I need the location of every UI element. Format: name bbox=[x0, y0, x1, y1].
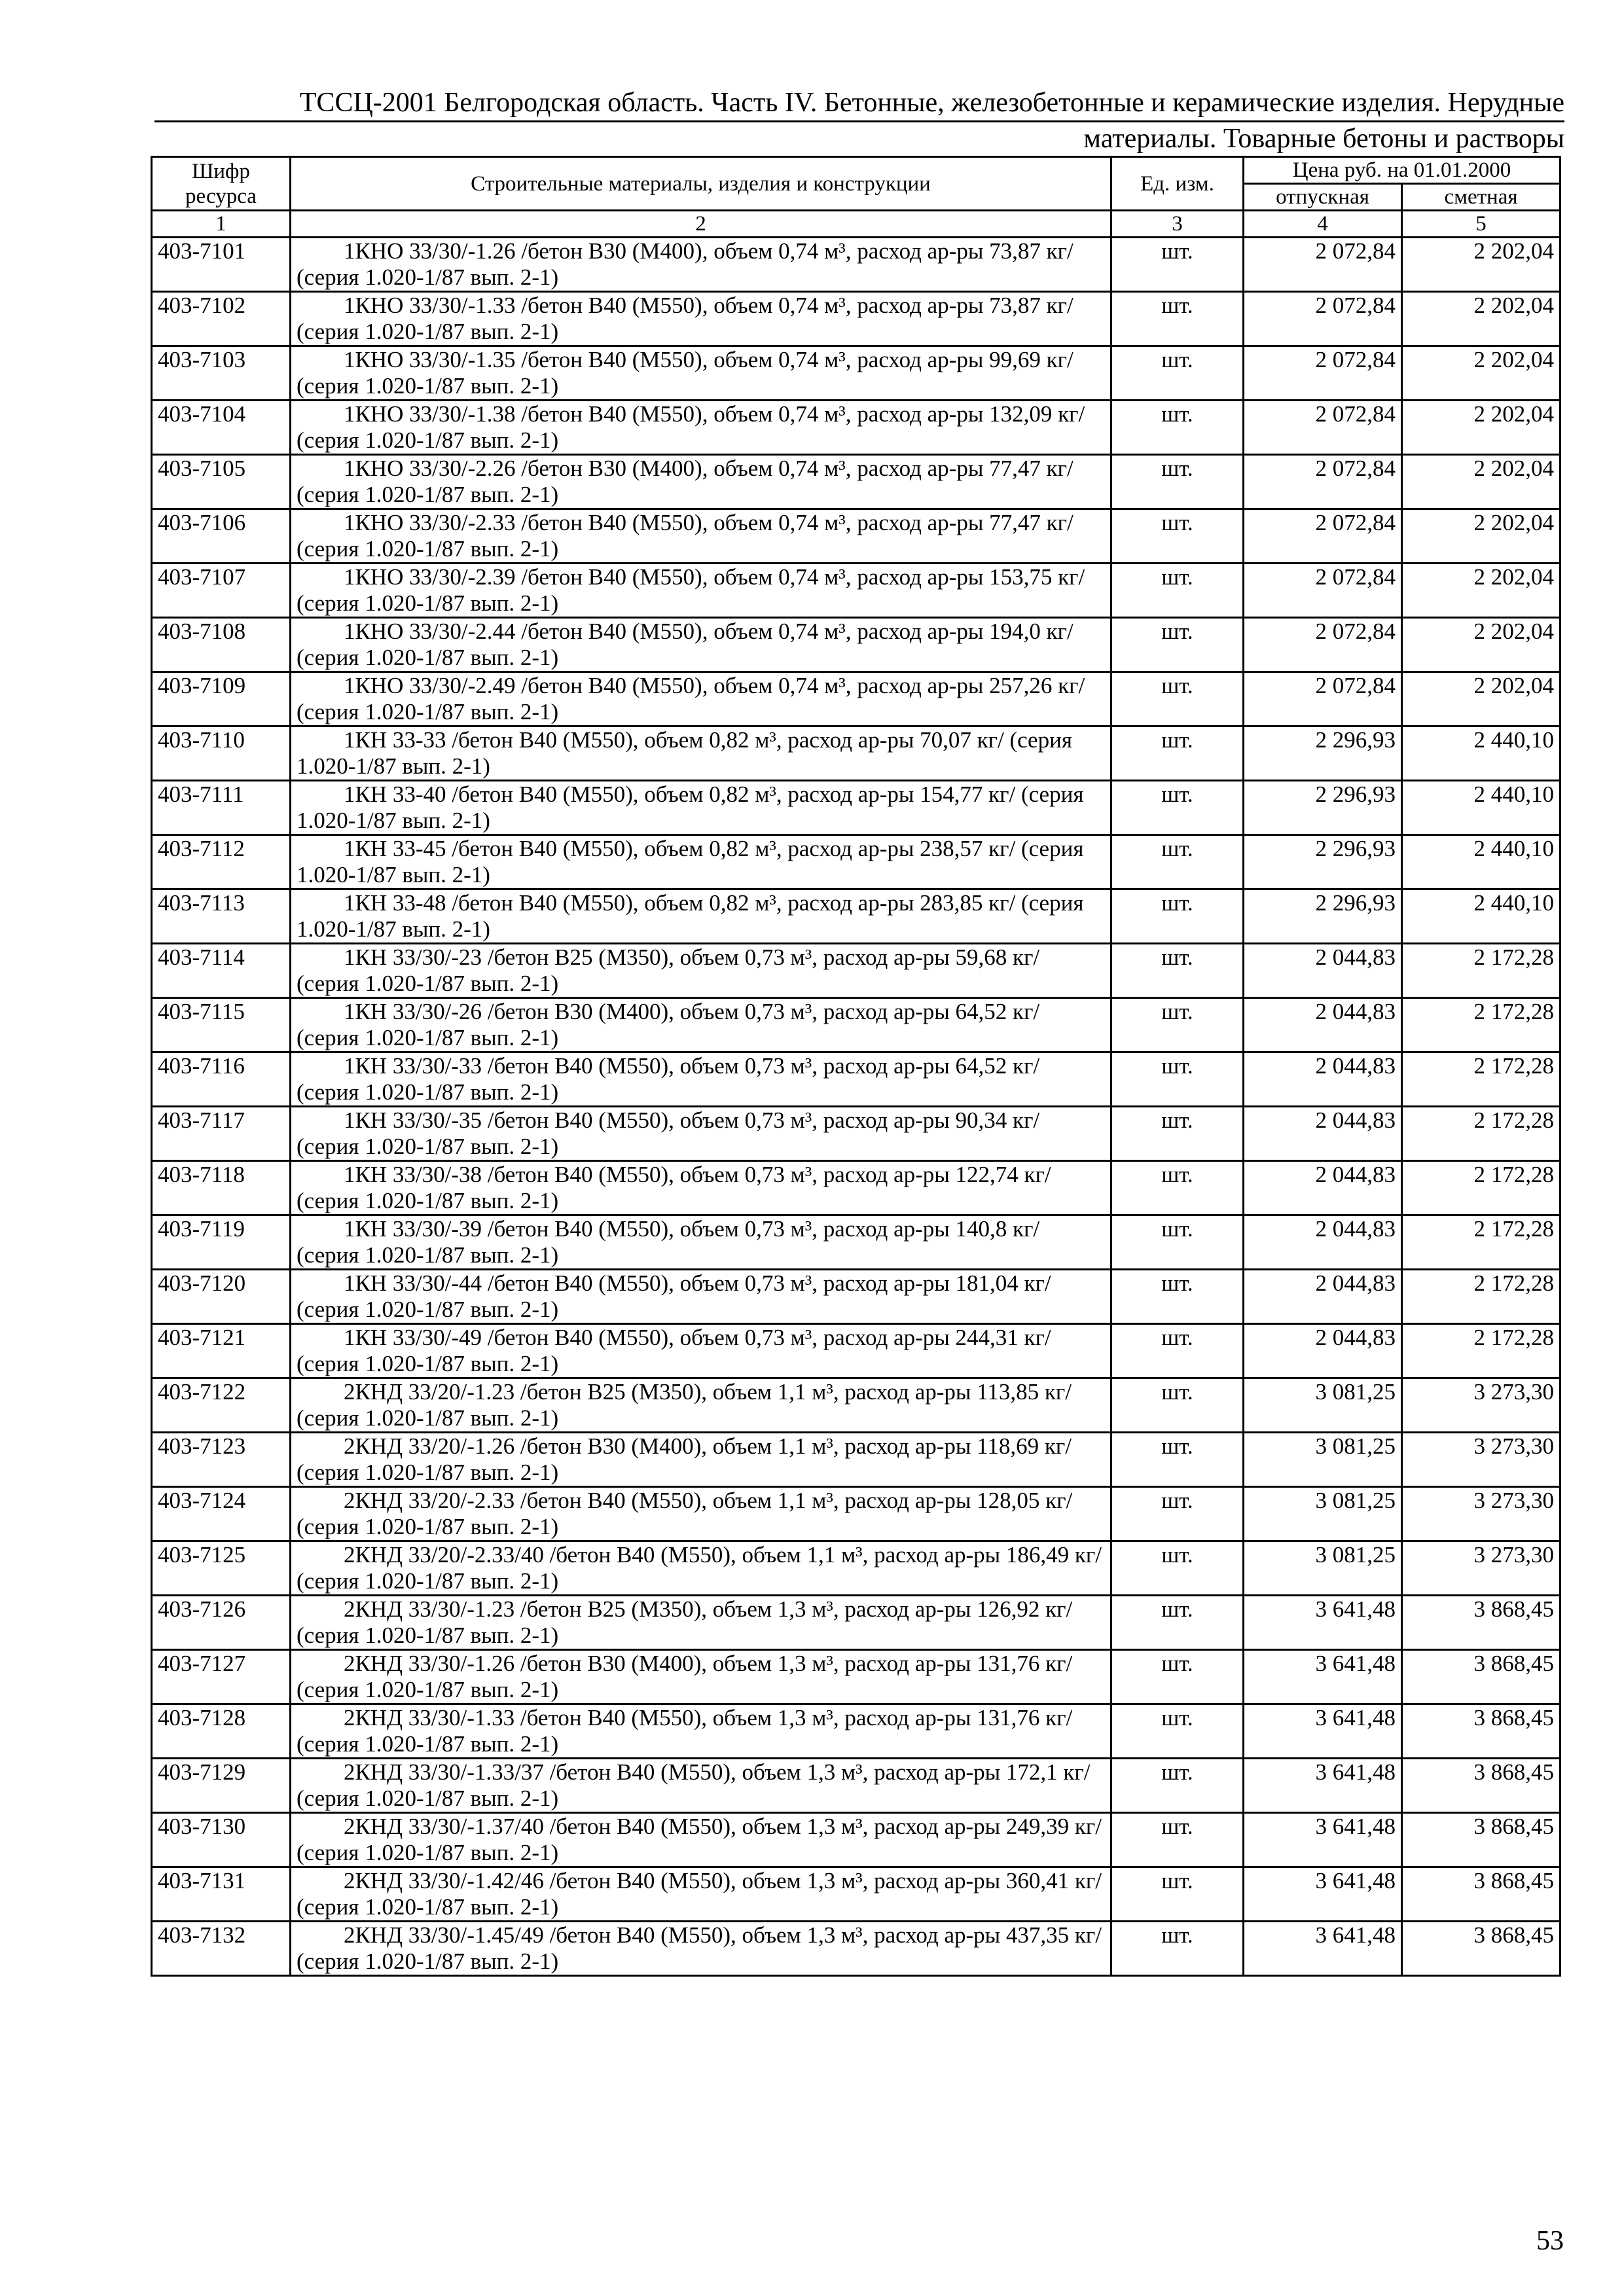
table-row bbox=[152, 998, 1561, 1052]
unit-of-measure: шт. bbox=[1111, 672, 1244, 726]
resource-code: 403-7130 bbox=[152, 1813, 291, 1867]
header-code: Шифр ресурса bbox=[152, 157, 291, 211]
resource-code: 403-7105 bbox=[152, 455, 291, 509]
resource-code: 403-7109 bbox=[152, 672, 291, 726]
release-price: 3 641,48 bbox=[1244, 1704, 1402, 1759]
release-price: 3 641,48 bbox=[1244, 1650, 1402, 1704]
resource-code: 403-7110 bbox=[152, 726, 291, 781]
resource-code: 403-7125 bbox=[152, 1541, 291, 1596]
estimate-price: 2 440,10 bbox=[1402, 835, 1561, 889]
material-description bbox=[291, 944, 1111, 998]
material-description-text: 1КН 33-40 /бетон В40 (М550), объем 0,82 м³, расход ар-ры 154,77 кг/ (серия 1.020-1/87 вып. 2-1) bbox=[297, 781, 1084, 833]
material-description-text: 1КНО 33/30/-2.26 /бетон В30 (М400), объем 0,74 м³, расход ар-ры 77,47 кг/ (серия 1.020-1/87 вып. 2-1) bbox=[297, 456, 1074, 507]
unit-of-measure: шт. bbox=[1111, 781, 1244, 835]
unit-of-measure: шт. bbox=[1111, 238, 1244, 292]
material-description bbox=[291, 401, 1111, 455]
estimate-price: 3 273,30 bbox=[1402, 1487, 1561, 1541]
unit-of-measure: шт. bbox=[1111, 346, 1244, 401]
page-header bbox=[154, 86, 1564, 155]
material-description bbox=[291, 292, 1111, 346]
release-price: 2 072,84 bbox=[1244, 509, 1402, 564]
release-price: 2 044,83 bbox=[1244, 1270, 1402, 1324]
material-description-text: 2КНД 33/30/-1.42/46 /бетон В40 (М550), объем 1,3 м³, расход ар-ры 360,41 кг/ (серия 1.020-1/87 вып. 2-1) bbox=[297, 1868, 1102, 1920]
table-row bbox=[152, 781, 1561, 835]
material-description bbox=[291, 1704, 1111, 1759]
resource-code: 403-7106 bbox=[152, 509, 291, 564]
material-description-text: 1КН 33/30/-44 /бетон В40 (М550), объем 0,73 м³, расход ар-ры 181,04 кг/ (серия 1.020-1/87 вып. 2-1) bbox=[297, 1270, 1051, 1322]
estimate-price: 2 440,10 bbox=[1402, 889, 1561, 944]
material-description-text: 1КН 33/30/-26 /бетон В30 (М400), объем 0,73 м³, расход ар-ры 64,52 кг/ (серия 1.020-1/87 вып. 2-1) bbox=[297, 999, 1040, 1050]
table-row bbox=[152, 292, 1561, 346]
resource-code: 403-7107 bbox=[152, 564, 291, 618]
release-price: 2 072,84 bbox=[1244, 455, 1402, 509]
release-price: 2 044,83 bbox=[1244, 944, 1402, 998]
material-description-text: 1КН 33/30/-33 /бетон В40 (М550), объем 0,73 м³, расход ар-ры 64,52 кг/ (серия 1.020-1/87 вып. 2-1) bbox=[297, 1053, 1040, 1105]
material-description-text: 1КНО 33/30/-1.35 /бетон В40 (М550), объем 0,74 м³, расход ар-ры 99,69 кг/ (серия 1.020-1/87 вып. 2-1) bbox=[297, 347, 1074, 399]
resource-code: 403-7111 bbox=[152, 781, 291, 835]
release-price: 2 072,84 bbox=[1244, 618, 1402, 672]
material-description bbox=[291, 1813, 1111, 1867]
release-price: 2 044,83 bbox=[1244, 1052, 1402, 1107]
estimate-price: 2 172,28 bbox=[1402, 1324, 1561, 1378]
material-description-text: 1КН 33/30/-49 /бетон В40 (М550), объем 0,73 м³, расход ар-ры 244,31 кг/ (серия 1.020-1/87 вып. 2-1) bbox=[297, 1325, 1051, 1376]
material-description bbox=[291, 618, 1111, 672]
release-price: 3 641,48 bbox=[1244, 1759, 1402, 1813]
table-row bbox=[152, 1704, 1561, 1759]
estimate-price: 3 273,30 bbox=[1402, 1433, 1561, 1487]
table-row bbox=[152, 238, 1561, 292]
estimate-price: 2 172,28 bbox=[1402, 1107, 1561, 1161]
estimate-price: 3 868,45 bbox=[1402, 1650, 1561, 1704]
resource-code: 403-7108 bbox=[152, 618, 291, 672]
column-number: 4 bbox=[1244, 211, 1402, 238]
material-description bbox=[291, 835, 1111, 889]
material-description bbox=[291, 672, 1111, 726]
unit-of-measure: шт. bbox=[1111, 1704, 1244, 1759]
material-description-text: 1КНО 33/30/-1.26 /бетон В30 (М400), объем 0,74 м³, расход ар-ры 73,87 кг/ (серия 1.020-1/87 вып. 2-1) bbox=[297, 238, 1074, 290]
release-price: 2 072,84 bbox=[1244, 292, 1402, 346]
header-unit: Ед. изм. bbox=[1111, 157, 1244, 211]
resource-code: 403-7103 bbox=[152, 346, 291, 401]
estimate-price: 2 172,28 bbox=[1402, 998, 1561, 1052]
table-row bbox=[152, 618, 1561, 672]
release-price: 2 044,83 bbox=[1244, 1215, 1402, 1270]
unit-of-measure: шт. bbox=[1111, 455, 1244, 509]
unit-of-measure: шт. bbox=[1111, 1922, 1244, 1976]
unit-of-measure: шт. bbox=[1111, 1596, 1244, 1650]
column-number: 1 bbox=[152, 211, 291, 238]
table-row bbox=[152, 1270, 1561, 1324]
material-description-text: 2КНД 33/30/-1.33 /бетон В40 (М550), объем 1,3 м³, расход ар-ры 131,76 кг/ (серия 1.020-1/87 вып. 2-1) bbox=[297, 1705, 1073, 1757]
release-price: 2 044,83 bbox=[1244, 1107, 1402, 1161]
resource-code: 403-7116 bbox=[152, 1052, 291, 1107]
unit-of-measure: шт. bbox=[1111, 889, 1244, 944]
material-description bbox=[291, 1433, 1111, 1487]
resource-code: 403-7104 bbox=[152, 401, 291, 455]
material-description bbox=[291, 1650, 1111, 1704]
table-row bbox=[152, 889, 1561, 944]
release-price: 2 296,93 bbox=[1244, 835, 1402, 889]
release-price: 2 072,84 bbox=[1244, 401, 1402, 455]
table-row bbox=[152, 944, 1561, 998]
table-row bbox=[152, 1107, 1561, 1161]
material-description-text: 2КНД 33/30/-1.45/49 /бетон В40 (М550), объем 1,3 м³, расход ар-ры 437,35 кг/ (серия 1.020-1/87 вып. 2-1) bbox=[297, 1922, 1102, 1974]
release-price: 2 296,93 bbox=[1244, 781, 1402, 835]
material-description bbox=[291, 1215, 1111, 1270]
resource-code: 403-7112 bbox=[152, 835, 291, 889]
release-price: 2 072,84 bbox=[1244, 564, 1402, 618]
resource-code: 403-7118 bbox=[152, 1161, 291, 1215]
release-price: 2 072,84 bbox=[1244, 238, 1402, 292]
table-row bbox=[152, 401, 1561, 455]
material-description bbox=[291, 346, 1111, 401]
table-row bbox=[152, 672, 1561, 726]
material-description-text: 2КНД 33/30/-1.37/40 /бетон В40 (М550), объем 1,3 м³, расход ар-ры 249,39 кг/ (серия 1.020-1/87 вып. 2-1) bbox=[297, 1814, 1102, 1865]
column-number: 2 bbox=[291, 211, 1111, 238]
header-estimate: сметная bbox=[1402, 184, 1561, 211]
estimate-price: 2 172,28 bbox=[1402, 944, 1561, 998]
estimate-price: 3 868,45 bbox=[1402, 1596, 1561, 1650]
estimate-price: 2 172,28 bbox=[1402, 1215, 1561, 1270]
material-description bbox=[291, 1161, 1111, 1215]
table-row bbox=[152, 346, 1561, 401]
table-row bbox=[152, 1161, 1561, 1215]
material-description-text: 1КН 33-48 /бетон В40 (М550), объем 0,82 м³, расход ар-ры 283,85 кг/ (серия 1.020-1/87 вып. 2-1) bbox=[297, 890, 1084, 942]
material-description bbox=[291, 1867, 1111, 1922]
unit-of-measure: шт. bbox=[1111, 1052, 1244, 1107]
material-description bbox=[291, 1270, 1111, 1324]
material-description bbox=[291, 889, 1111, 944]
resource-code: 403-7101 bbox=[152, 238, 291, 292]
estimate-price: 3 868,45 bbox=[1402, 1759, 1561, 1813]
release-price: 2 044,83 bbox=[1244, 1161, 1402, 1215]
column-number: 5 bbox=[1402, 211, 1561, 238]
unit-of-measure: шт. bbox=[1111, 292, 1244, 346]
unit-of-measure: шт. bbox=[1111, 1759, 1244, 1813]
material-description bbox=[291, 1487, 1111, 1541]
estimate-price: 3 868,45 bbox=[1402, 1922, 1561, 1976]
table-row bbox=[152, 509, 1561, 564]
estimate-price: 3 273,30 bbox=[1402, 1541, 1561, 1596]
table-row bbox=[152, 1378, 1561, 1433]
header-title-line-2: материалы. Товарные бетоны и растворы bbox=[1083, 124, 1564, 154]
resource-code: 403-7114 bbox=[152, 944, 291, 998]
resource-code: 403-7117 bbox=[152, 1107, 291, 1161]
table-row bbox=[152, 1324, 1561, 1378]
column-numbers-row bbox=[152, 211, 1561, 238]
estimate-price: 2 202,04 bbox=[1402, 618, 1561, 672]
table-row bbox=[152, 1052, 1561, 1107]
header-title-line-1: ТССЦ-2001 Белгородская область. Часть IV. Бетонные, железобетонные и керамические изделия. Нерудные bbox=[154, 86, 1564, 122]
table-row bbox=[152, 1867, 1561, 1922]
release-price: 3 641,48 bbox=[1244, 1813, 1402, 1867]
resource-code: 403-7119 bbox=[152, 1215, 291, 1270]
unit-of-measure: шт. bbox=[1111, 401, 1244, 455]
release-price: 3 081,25 bbox=[1244, 1433, 1402, 1487]
material-description-text: 2КНД 33/30/-1.26 /бетон В30 (М400), объем 1,3 м³, расход ар-ры 131,76 кг/ (серия 1.020-1/87 вып. 2-1) bbox=[297, 1651, 1073, 1702]
table-body bbox=[152, 238, 1561, 1976]
resource-code: 403-7113 bbox=[152, 889, 291, 944]
material-description-text: 1КН 33-33 /бетон В40 (М550), объем 0,82 м³, расход ар-ры 70,07 кг/ (серия 1.020-1/87 вып. 2-1) bbox=[297, 727, 1072, 779]
unit-of-measure: шт. bbox=[1111, 1107, 1244, 1161]
material-description-text: 2КНД 33/30/-1.33/37 /бетон В40 (М550), объем 1,3 м³, расход ар-ры 172,1 кг/ (серия 1.020-1/87 вып. 2-1) bbox=[297, 1759, 1091, 1811]
unit-of-measure: шт. bbox=[1111, 1650, 1244, 1704]
release-price: 2 044,83 bbox=[1244, 998, 1402, 1052]
resource-code: 403-7120 bbox=[152, 1270, 291, 1324]
unit-of-measure: шт. bbox=[1111, 1487, 1244, 1541]
resource-code: 403-7123 bbox=[152, 1433, 291, 1487]
material-description bbox=[291, 998, 1111, 1052]
table-row bbox=[152, 1650, 1561, 1704]
estimate-price: 3 868,45 bbox=[1402, 1704, 1561, 1759]
material-description-text: 1КНО 33/30/-2.33 /бетон В40 (М550), объем 0,74 м³, расход ар-ры 77,47 кг/ (серия 1.020-1/87 вып. 2-1) bbox=[297, 510, 1074, 562]
material-description-text: 1КНО 33/30/-1.38 /бетон В40 (М550), объем 0,74 м³, расход ар-ры 132,09 кг/ (серия 1.020-1/87 вып. 2-1) bbox=[297, 401, 1085, 453]
page-number: 53 bbox=[1536, 2226, 1564, 2256]
resource-code: 403-7122 bbox=[152, 1378, 291, 1433]
unit-of-measure: шт. bbox=[1111, 1541, 1244, 1596]
material-description bbox=[291, 564, 1111, 618]
estimate-price: 2 202,04 bbox=[1402, 346, 1561, 401]
unit-of-measure: шт. bbox=[1111, 1378, 1244, 1433]
table-row bbox=[152, 1215, 1561, 1270]
estimate-price: 2 202,04 bbox=[1402, 509, 1561, 564]
material-description bbox=[291, 238, 1111, 292]
resource-code: 403-7132 bbox=[152, 1922, 291, 1976]
table-row bbox=[152, 455, 1561, 509]
material-description-text: 1КН 33-45 /бетон В40 (М550), объем 0,82 м³, расход ар-ры 238,57 кг/ (серия 1.020-1/87 вып. 2-1) bbox=[297, 836, 1084, 888]
table-row bbox=[152, 835, 1561, 889]
resource-code: 403-7124 bbox=[152, 1487, 291, 1541]
price-table bbox=[151, 156, 1561, 1977]
estimate-price: 3 868,45 bbox=[1402, 1813, 1561, 1867]
estimate-price: 2 202,04 bbox=[1402, 564, 1561, 618]
material-description bbox=[291, 1596, 1111, 1650]
header-price-group: Цена руб. на 01.01.2000 bbox=[1244, 157, 1561, 184]
estimate-price: 2 202,04 bbox=[1402, 401, 1561, 455]
table-row bbox=[152, 1759, 1561, 1813]
estimate-price: 2 172,28 bbox=[1402, 1270, 1561, 1324]
table-row bbox=[152, 1433, 1561, 1487]
resource-code: 403-7102 bbox=[152, 292, 291, 346]
release-price: 2 072,84 bbox=[1244, 672, 1402, 726]
unit-of-measure: шт. bbox=[1111, 1324, 1244, 1378]
estimate-price: 2 172,28 bbox=[1402, 1052, 1561, 1107]
release-price: 3 641,48 bbox=[1244, 1867, 1402, 1922]
resource-code: 403-7115 bbox=[152, 998, 291, 1052]
material-description bbox=[291, 1052, 1111, 1107]
unit-of-measure: шт. bbox=[1111, 564, 1244, 618]
table-row bbox=[152, 726, 1561, 781]
material-description-text: 2КНД 33/20/-1.23 /бетон В25 (М350), объем 1,1 м³, расход ар-ры 113,85 кг/ (серия 1.020-1/87 вып. 2-1) bbox=[297, 1379, 1072, 1431]
estimate-price: 3 868,45 bbox=[1402, 1867, 1561, 1922]
unit-of-measure: шт. bbox=[1111, 1813, 1244, 1867]
release-price: 2 072,84 bbox=[1244, 346, 1402, 401]
table-row bbox=[152, 1922, 1561, 1976]
header-release: отпускная bbox=[1244, 184, 1402, 211]
unit-of-measure: шт. bbox=[1111, 726, 1244, 781]
material-description-text: 2КНД 33/30/-1.23 /бетон В25 (М350), объем 1,3 м³, расход ар-ры 126,92 кг/ (серия 1.020-1/87 вып. 2-1) bbox=[297, 1596, 1073, 1648]
material-description bbox=[291, 1541, 1111, 1596]
material-description bbox=[291, 726, 1111, 781]
release-price: 3 081,25 bbox=[1244, 1378, 1402, 1433]
estimate-price: 2 172,28 bbox=[1402, 1161, 1561, 1215]
resource-code: 403-7131 bbox=[152, 1867, 291, 1922]
estimate-price: 2 440,10 bbox=[1402, 781, 1561, 835]
release-price: 2 296,93 bbox=[1244, 726, 1402, 781]
material-description bbox=[291, 781, 1111, 835]
material-description bbox=[291, 1107, 1111, 1161]
table-row bbox=[152, 1813, 1561, 1867]
unit-of-measure: шт. bbox=[1111, 835, 1244, 889]
table-row bbox=[152, 1541, 1561, 1596]
material-description-text: 1КН 33/30/-38 /бетон В40 (М550), объем 0,73 м³, расход ар-ры 122,74 кг/ (серия 1.020-1/87 вып. 2-1) bbox=[297, 1162, 1051, 1213]
table-row bbox=[152, 1596, 1561, 1650]
unit-of-measure: шт. bbox=[1111, 998, 1244, 1052]
resource-code: 403-7129 bbox=[152, 1759, 291, 1813]
unit-of-measure: шт. bbox=[1111, 1270, 1244, 1324]
material-description-text: 1КН 33/30/-39 /бетон В40 (М550), объем 0,73 м³, расход ар-ры 140,8 кг/ (серия 1.020-1/87 вып. 2-1) bbox=[297, 1216, 1040, 1268]
material-description bbox=[291, 1378, 1111, 1433]
estimate-price: 2 202,04 bbox=[1402, 672, 1561, 726]
release-price: 3 641,48 bbox=[1244, 1922, 1402, 1976]
estimate-price: 2 202,04 bbox=[1402, 455, 1561, 509]
unit-of-measure: шт. bbox=[1111, 1161, 1244, 1215]
unit-of-measure: шт. bbox=[1111, 509, 1244, 564]
material-description-text: 1КН 33/30/-23 /бетон В25 (М350), объем 0,73 м³, расход ар-ры 59,68 кг/ (серия 1.020-1/87 вып. 2-1) bbox=[297, 944, 1040, 996]
release-price: 3 081,25 bbox=[1244, 1541, 1402, 1596]
estimate-price: 2 202,04 bbox=[1402, 238, 1561, 292]
unit-of-measure: шт. bbox=[1111, 944, 1244, 998]
release-price: 2 044,83 bbox=[1244, 1324, 1402, 1378]
header-row bbox=[152, 157, 1561, 184]
material-description-text: 2КНД 33/20/-2.33 /бетон В40 (М550), объем 1,1 м³, расход ар-ры 128,05 кг/ (серия 1.020-1/87 вып. 2-1) bbox=[297, 1488, 1073, 1539]
estimate-price: 3 273,30 bbox=[1402, 1378, 1561, 1433]
column-number: 3 bbox=[1111, 211, 1244, 238]
material-description bbox=[291, 455, 1111, 509]
material-description-text: 2КНД 33/20/-1.26 /бетон В30 (М400), объем 1,1 м³, расход ар-ры 118,69 кг/ (серия 1.020-1/87 вып. 2-1) bbox=[297, 1433, 1072, 1485]
release-price: 3 081,25 bbox=[1244, 1487, 1402, 1541]
table-row bbox=[152, 1487, 1561, 1541]
resource-code: 403-7128 bbox=[152, 1704, 291, 1759]
unit-of-measure: шт. bbox=[1111, 618, 1244, 672]
resource-code: 403-7121 bbox=[152, 1324, 291, 1378]
material-description-text: 1КНО 33/30/-2.49 /бетон В40 (М550), объем 0,74 м³, расход ар-ры 257,26 кг/ (серия 1.020-1/87 вып. 2-1) bbox=[297, 673, 1085, 725]
unit-of-measure: шт. bbox=[1111, 1215, 1244, 1270]
material-description bbox=[291, 1759, 1111, 1813]
material-description-text: 2КНД 33/20/-2.33/40 /бетон В40 (М550), объем 1,1 м³, расход ар-ры 186,49 кг/ (серия 1.020-1/87 вып. 2-1) bbox=[297, 1542, 1102, 1594]
resource-code: 403-7126 bbox=[152, 1596, 291, 1650]
material-description-text: 1КНО 33/30/-1.33 /бетон В40 (М550), объем 0,74 м³, расход ар-ры 73,87 кг/ (серия 1.020-1/87 вып. 2-1) bbox=[297, 293, 1074, 344]
material-description bbox=[291, 509, 1111, 564]
release-price: 3 641,48 bbox=[1244, 1596, 1402, 1650]
unit-of-measure: шт. bbox=[1111, 1867, 1244, 1922]
material-description-text: 1КНО 33/30/-2.39 /бетон В40 (М550), объем 0,74 м³, расход ар-ры 153,75 кг/ (серия 1.020-1/87 вып. 2-1) bbox=[297, 564, 1085, 616]
material-description bbox=[291, 1324, 1111, 1378]
release-price: 2 296,93 bbox=[1244, 889, 1402, 944]
material-description-text: 1КНО 33/30/-2.44 /бетон В40 (М550), объем 0,74 м³, расход ар-ры 194,0 кг/ (серия 1.020-1/87 вып. 2-1) bbox=[297, 619, 1074, 670]
resource-code: 403-7127 bbox=[152, 1650, 291, 1704]
header-name: Строительные материалы, изделия и конструкции bbox=[291, 157, 1111, 211]
estimate-price: 2 202,04 bbox=[1402, 292, 1561, 346]
unit-of-measure: шт. bbox=[1111, 1433, 1244, 1487]
estimate-price: 2 440,10 bbox=[1402, 726, 1561, 781]
material-description-text: 1КН 33/30/-35 /бетон В40 (М550), объем 0,73 м³, расход ар-ры 90,34 кг/ (серия 1.020-1/87 вып. 2-1) bbox=[297, 1107, 1040, 1159]
table-row bbox=[152, 564, 1561, 618]
material-description bbox=[291, 1922, 1111, 1976]
